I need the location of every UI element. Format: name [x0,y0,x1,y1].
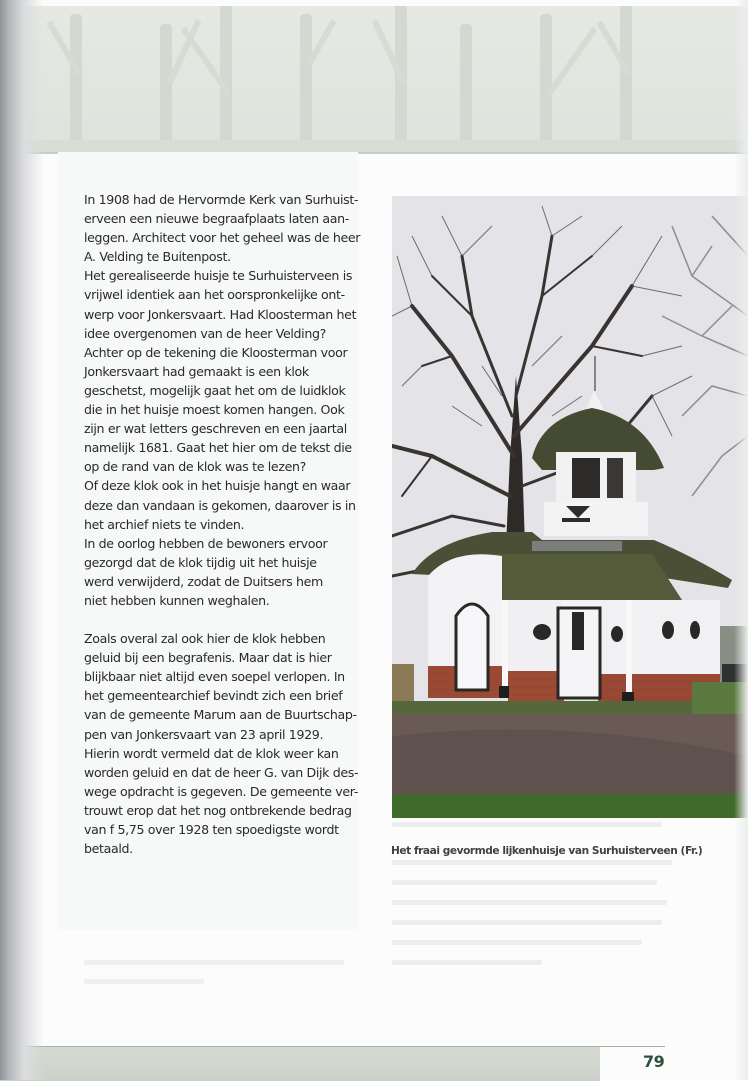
paragraph: Zoals overal zal ook hier de klok hebben geluid bij een begrafenis. Maar dat is hier blijkbaar niet altijd even soepel verlopen. In het gemeentearchief bevindt zich een brief van de gemeente Marum aan de Buurtschap- pen van Jonkersvaart van 23 april 1929. Hierin wordt vermeld dat de klok weer kan worden geluid en dat de heer G. van Dijk des- wege opdracht is gegeven. De gemeente ver- trouwt erop dat het nog ontbrekende bedrag van f 5,75 over 1928 ten spoedigste wordt betaald. [84,631,359,857]
book-gutter-shadow [0,0,44,1080]
page-edge [734,0,748,1080]
header-tree-banner [0,6,748,154]
article-body [84,190,374,858]
footer-band [0,1046,600,1081]
photo-mortuary-house [392,196,748,818]
paragraph: In 1908 had de Hervormde Kerk van Surhuist- erveen een nieuwe begraafplaats laten aan- leggen. Architect voor het geheel was de heer A. Velding te Buitenpost. Het gerealiseerde huisje te Surhuisterveen is vrijwel identiek aan het oorspronkelijke ont- werp voor Jonkersvaart. Had Kloosterman het idee overgenomen van de heer Velding? Achter op de tekening die Kloosterman voor Jonkersvaart had gemaakt is een klok geschetst, mogelijk gaat het om de luidklok die in het huisje moest komen hangen. Ook zijn er wat letters geschreven en een jaartal namelijk 1681. Gaat het hier om de tekst die op de rand van de klok was te lezen? Of deze klok ook in het huisje hangt en waar deze dan vandaan is gekomen, daarover is in het archief niets te vinden. In de oorlog hebben de bewoners ervoor gezorgd dat de klok tijdig uit het huisje werd verwijderd, zodat de Duitsers hem niet hebben kunnen weghalen. [84,192,361,608]
photo-caption: Het fraai gevormde lijkenhuisje van Surhuisterveen (Fr.) [391,845,703,857]
page-number: 79 [643,1052,665,1071]
show-through-text-left [84,960,344,998]
